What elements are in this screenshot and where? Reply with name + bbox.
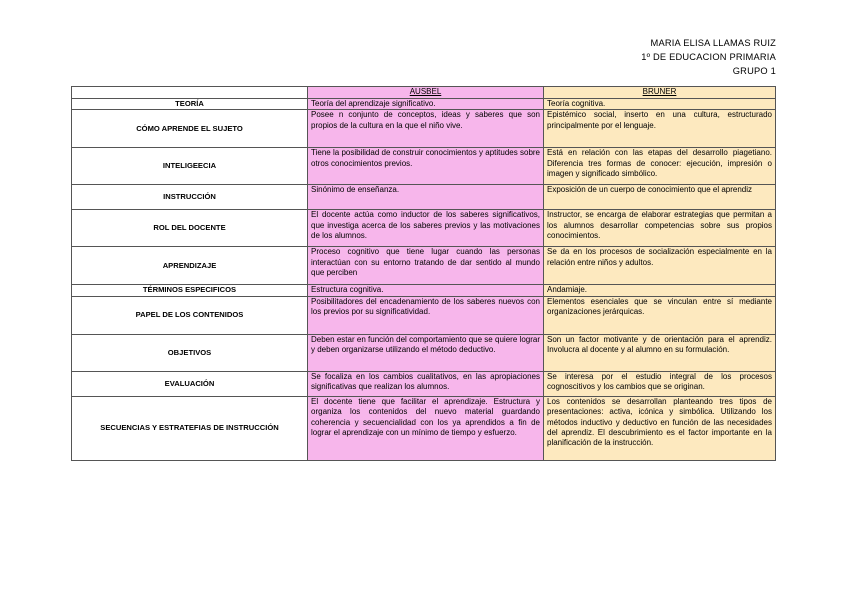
table-header-row [72, 87, 776, 99]
header-ausbel: AUSBEL [308, 87, 544, 99]
row-topic: SECUENCIAS Y ESTRATEFIAS DE INSTRUCCIÓN [72, 396, 308, 460]
row-topic: INSTRUCCIÓN [72, 185, 308, 210]
table-row [72, 285, 776, 296]
table-row [72, 396, 776, 460]
ausbel-cell: Estructura cognitiva. [308, 285, 544, 296]
ausbel-cell: Tiene la posibilidad de construir conocimientos y aptitudes sobre otros conocimientos previos. [308, 148, 544, 185]
group-name: GRUPO 1 [732, 66, 776, 76]
ausbel-cell: Posibilitadores del encadenamiento de los saberes nuevos con los previos por su significatividad. [308, 296, 544, 334]
table-row [72, 210, 776, 247]
row-topic: TÉRMINOS ESPECIFICOS [72, 285, 308, 296]
document-header [641, 36, 776, 78]
ausbel-cell: El docente tiene que facilitar el aprendizaje. Estructura y organiza los contenidos del nuevo material guardando coherencia y secuencialidad con los ya aprendidos a fin de lograr el aprendizaje con un mínimo de tiempo y esfuerzo. [308, 396, 544, 460]
bruner-cell: Elementos esenciales que se vinculan entre sí mediante organizaciones jerárquicas. [544, 296, 776, 334]
table-row [72, 185, 776, 210]
ausbel-cell: Posee n conjunto de conceptos, ideas y saberes que son propios de la cultura en la que el niño vive. [308, 110, 544, 148]
comparison-table [71, 86, 776, 461]
table-row [72, 148, 776, 185]
ausbel-cell: Deben estar en función del comportamiento que se quiere lograr y deben organizarse utilizando el método deductivo. [308, 334, 544, 371]
author-name: MARIA ELISA LLAMAS RUIZ [650, 38, 776, 48]
table-row [72, 334, 776, 371]
row-topic: EVALUACIÓN [72, 371, 308, 396]
row-topic: CÓMO APRENDE EL SUJETO [72, 110, 308, 148]
row-topic: OBJETIVOS [72, 334, 308, 371]
row-topic: PAPEL DE LOS CONTENIDOS [72, 296, 308, 334]
table-row [72, 371, 776, 396]
row-topic: TEORÍA [72, 99, 308, 110]
ausbel-cell: Teoría del aprendizaje significativo. [308, 99, 544, 110]
course-name: 1º DE EDUCACION PRIMARIA [641, 52, 776, 62]
ausbel-cell: Proceso cognitivo que tiene lugar cuando las personas interactúan con su entorno tratando de dar sentido al mundo que perciben [308, 247, 544, 285]
table-row [72, 110, 776, 148]
ausbel-cell: Se focaliza en los cambios cualitativos, en las apropiaciones significativas que realizan los alumnos. [308, 371, 544, 396]
bruner-cell: Andamiaje. [544, 285, 776, 296]
table-row [72, 296, 776, 334]
bruner-cell: Los contenidos se desarrollan planteando tres tipos de presentaciones: activa, icónica y simbólica. Utilizando los métodos inductivo y deductivo en función de las necesidades del aprendiz. El descubrimiento es el factor importante en la planificación de la instrucción. [544, 396, 776, 460]
table-row [72, 247, 776, 285]
ausbel-cell: Sinónimo de enseñanza. [308, 185, 544, 210]
bruner-cell: Exposición de un cuerpo de conocimiento que el aprendiz [544, 185, 776, 210]
header-bruner: BRUNER [544, 87, 776, 99]
row-topic: INTELIGEECIA [72, 148, 308, 185]
bruner-cell: Se interesa por el estudio integral de los procesos cognoscitivos y los cambios que se originan. [544, 371, 776, 396]
bruner-cell: Son un factor motivante y de orientación para el aprendiz. Involucra al docente y al alumno en su formulación. [544, 334, 776, 371]
bruner-cell: Teoría cognitiva. [544, 99, 776, 110]
bruner-cell: Está en relación con las etapas del desarrollo piagetiano. Diferencia tres formas de conocer: ejecución, impresión o imagen y significado simbólico. [544, 148, 776, 185]
row-topic: ROL DEL DOCENTE [72, 210, 308, 247]
bruner-cell: Se da en los procesos de socialización especialmente en la relación entre niños y adultos. [544, 247, 776, 285]
header-topic [72, 87, 308, 99]
bruner-cell: Epistémico social, inserto en una cultura, estructurado principalmente por el lenguaje. [544, 110, 776, 148]
bruner-cell: Instructor, se encarga de elaborar estrategias que permitan a los alumnos desarrollar competencias sobre sus propios conocimientos. [544, 210, 776, 247]
ausbel-cell: El docente actúa como inductor de los saberes significativos, que investiga acerca de los saberes previos y las motivaciones de los alumnos. [308, 210, 544, 247]
row-topic: APRENDIZAJE [72, 247, 308, 285]
table-row [72, 99, 776, 110]
